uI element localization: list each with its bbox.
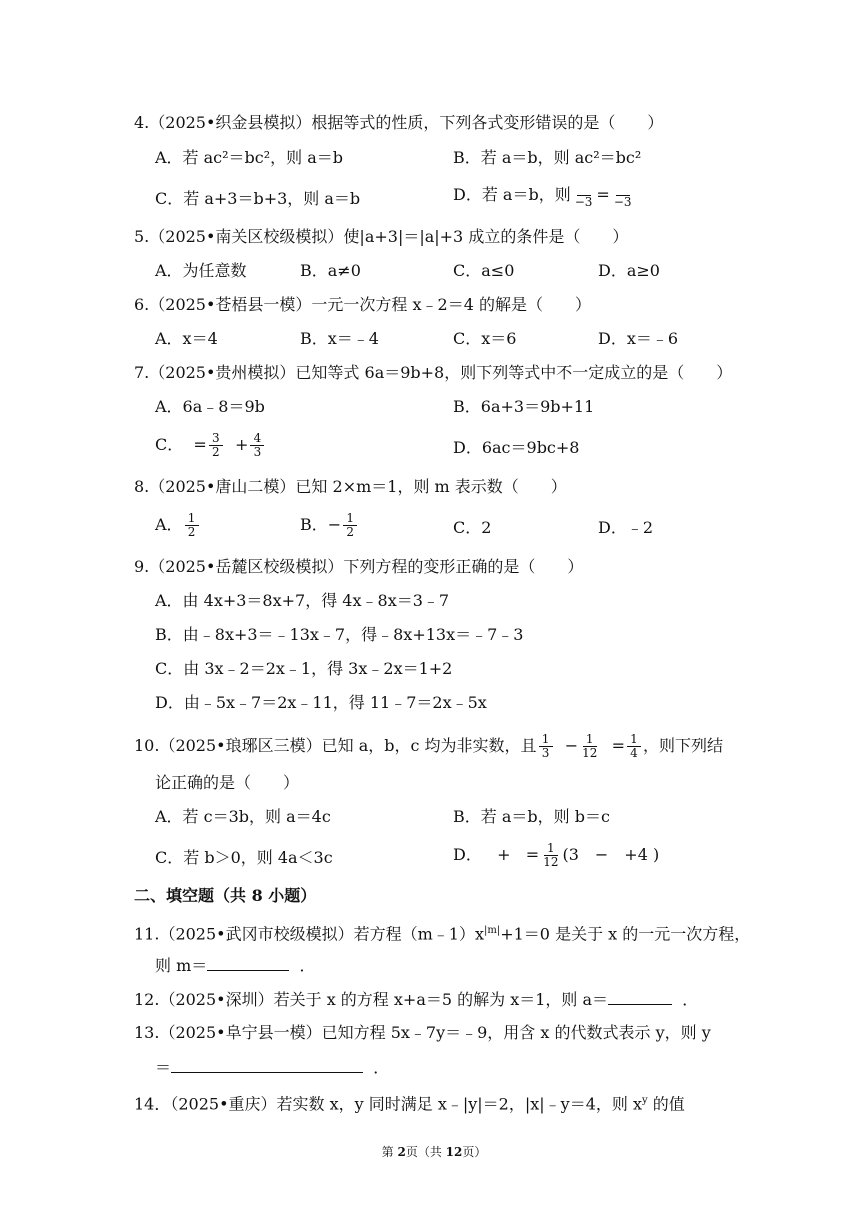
q10-fraction-3: $\frac{1}{4}$ xyxy=(627,733,641,760)
q4-option-c: C．若 a+3＝b+3，则 a＝b xyxy=(155,189,361,208)
q6-option-d: D．x＝﹣6 xyxy=(598,329,679,348)
q10-line2: 论正确的是（ ） xyxy=(155,773,300,792)
question-10: 10.（2025•琅琊区三模）已知 a，b，c 均为非实数，且 $\frac{1}{3}$ − $\frac{1}{12}$ = $\frac{1}{4}$ ，则下列结 xyxy=(134,732,723,760)
q11-line2: 则 m＝ ． xyxy=(155,956,316,975)
q13-line2: ＝ ． xyxy=(155,1058,390,1077)
q10-fraction-2: $\frac{1}{12}$ xyxy=(582,732,598,760)
q5-option-d: D．a≥0 xyxy=(598,261,660,280)
question-9: 9.（2025•岳麓区校级模拟）下列方程的变形正确的是（ ） xyxy=(134,557,584,576)
answer-blank[interactable] xyxy=(608,988,672,1005)
q4-fraction-1: −3 xyxy=(573,182,595,209)
q9-option-c: C．由 3x﹣2＝2x﹣1，得 3x﹣2x＝1+2 xyxy=(155,659,453,678)
q7-fraction-2: $\frac{4}{3}$ xyxy=(250,432,264,459)
q8-option-d: D．﹣2 xyxy=(598,518,654,537)
question-12: 12.（2025•深圳）若关于 x 的方程 x+a＝5 的解为 x＝1，则 a＝ ． xyxy=(134,990,699,1009)
q8-a-fraction: $\frac{1}{2}$ xyxy=(185,512,199,539)
question-5: 5.（2025•南关区校级模拟）使|a+3|＝|a|+3 成立的条件是（ ） xyxy=(134,227,629,246)
q10-option-b: B．若 a＝b，则 b＝c xyxy=(453,807,610,826)
q5-option-c: C．a≤0 xyxy=(453,261,515,280)
q9-option-a: A．由 4x+3＝8x+7，得 4x﹣8x＝3﹣7 xyxy=(155,591,450,610)
q10-option-c: C．若 b＞0，则 4a＜3c xyxy=(155,848,333,867)
q8-option-b: B．− $\frac{1}{2}$ xyxy=(300,512,359,539)
q7-option-b: B．6a+3＝9b+11 xyxy=(453,397,595,416)
q9-option-b: B．由﹣8x+3＝﹣13x﹣7，得﹣8x+13x＝﹣7﹣3 xyxy=(155,625,524,644)
q4-option-d: D．若 a＝b，则 −3 = −3 xyxy=(453,182,636,209)
q7-fraction-1: $\frac{3}{2}$ xyxy=(209,432,223,459)
question-7: 7.（2025•贵州模拟）已知等式 6a＝9b+8，则下列等式中不一定成立的是（ ） xyxy=(134,363,733,382)
question-13: 13.（2025•阜宁县一模）已知方程 5x﹣7y＝﹣9，用含 x 的代数式表示 y，则 y xyxy=(134,1023,711,1042)
q4-option-a: A．若 ac²＝bc²，则 a＝b xyxy=(155,148,344,167)
q7-option-d: D．6ac＝9bc+8 xyxy=(453,438,580,457)
q7-option-a: A．6a﹣8＝9b xyxy=(155,397,265,416)
q6-option-c: C．x＝6 xyxy=(453,329,517,348)
q4-option-b: B．若 a＝b，则 ac²＝bc² xyxy=(453,148,642,167)
q5-option-a: A．为任意数 xyxy=(155,261,247,280)
question-11: 11.（2025•武冈市校级模拟）若方程$(m﹣1)x^{|m|}+1=0$ 是关于 x 的一元一次方程， xyxy=(134,924,751,944)
question-8: 8.（2025•唐山二模）已知 2×m＝1，则 m 表示数（ ） xyxy=(134,477,567,496)
answer-blank[interactable] xyxy=(207,954,289,971)
q8-option-c: C．2 xyxy=(453,518,492,537)
q4-fraction-2: −3 xyxy=(612,182,634,209)
q8-option-a: A． $\frac{1}{2}$ xyxy=(155,512,201,539)
q10-option-a: A．若 c＝3b，则 a＝4c xyxy=(155,807,331,826)
q6-option-b: B．x＝﹣4 xyxy=(300,329,379,348)
q6-option-a: A．x＝4 xyxy=(155,329,218,348)
q9-option-d: D．由﹣5x﹣7＝2x﹣11，得 11﹣7＝2x﹣5x xyxy=(155,693,487,712)
q7-option-c: C． = $\frac{3}{2}$ + $\frac{4}{3}$ xyxy=(155,432,266,459)
q10-option-d: D． + = $\frac{1}{12}$ (3 − +4 ) xyxy=(453,841,660,869)
question-4: 4.（2025•织金县模拟）根据等式的性质，下列各式变形错误的是（ ） xyxy=(134,113,664,132)
question-6: 6.（2025•苍梧县一模）一元一次方程 x﹣2＝4 的解是（ ） xyxy=(134,295,591,314)
question-14: 14．（2025•重庆）若实数 x，y 同时满足 x﹣|y|＝2，|x|﹣y＝4，则 $x^y$ 的值 xyxy=(134,1094,685,1114)
answer-blank[interactable] xyxy=(171,1056,363,1073)
page-footer: 第 2页（共 12页） xyxy=(381,1145,487,1159)
q10-fraction-1: $\frac{1}{3}$ xyxy=(539,733,553,760)
q5-option-b: B．a≠0 xyxy=(300,261,361,280)
section-title-fill-in: 二、填空题（共 8 小题） xyxy=(134,886,317,905)
q10-d-fraction: $\frac{1}{12}$ xyxy=(543,841,559,869)
q8-b-fraction: $\frac{1}{2}$ xyxy=(343,512,357,539)
